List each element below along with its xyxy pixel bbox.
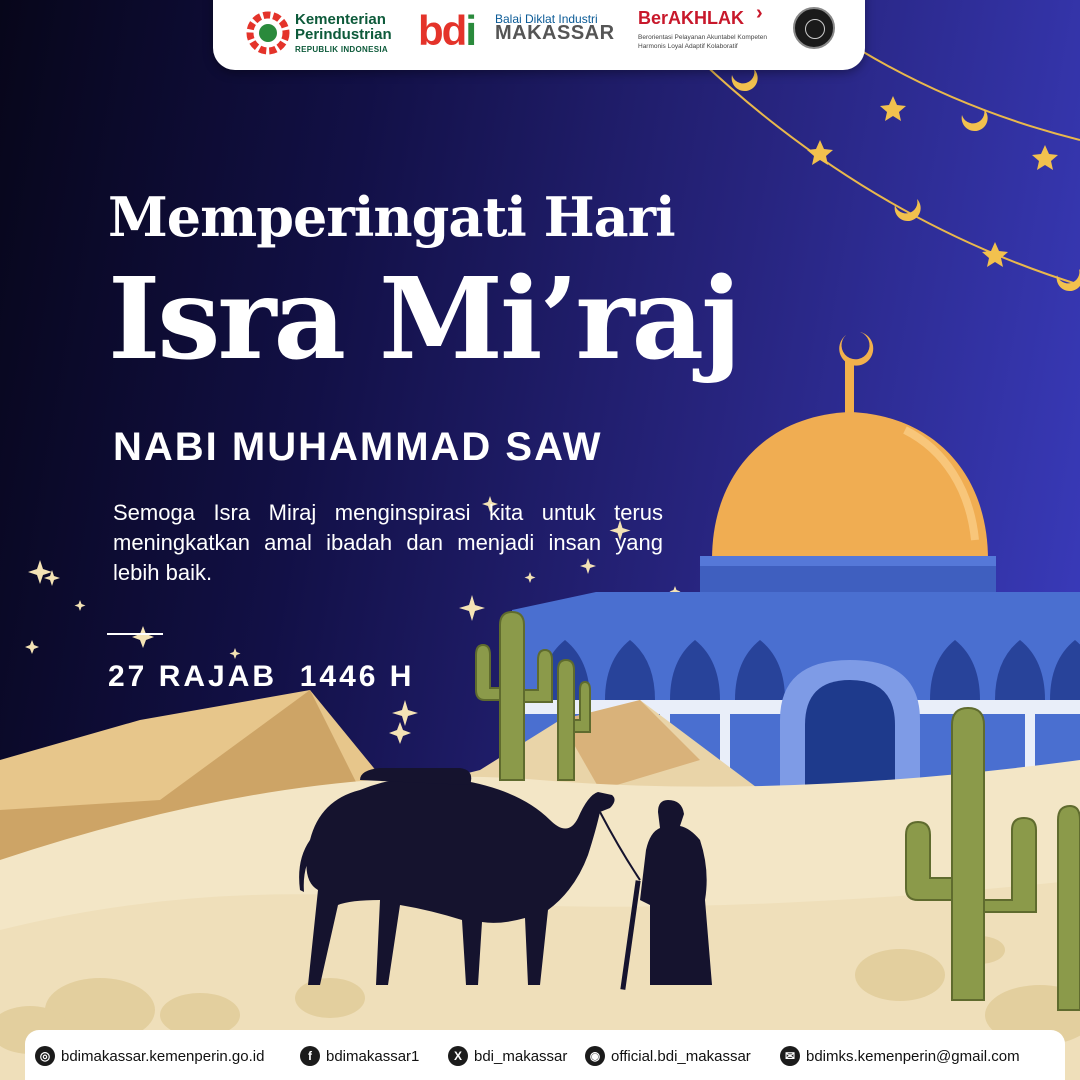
bdi-mark-d: d [441,7,466,54]
decorative-divider [107,633,163,635]
mosque-dome [712,412,988,560]
x-icon: X [448,1046,468,1066]
crescent-finial [839,332,873,366]
footer-instagram[interactable] [585,1045,751,1067]
facebook-icon: f [300,1046,320,1066]
greeting-message: Semoga Isra Miraj menginspirasi kita untuk terus meningkatkan amal ibadah dan menjadi insan yang lebih baik. [113,500,663,585]
bdi-logo-mark [418,7,475,54]
kemenperin-logo-text [295,12,392,57]
garland-string-bottom [700,60,1080,285]
logo-bar [213,0,865,70]
headline-subtitle: NABI MUHAMMAD SAW [113,425,603,469]
hijri-date: 27 RAJAB 1446 H [108,660,415,693]
bdi-logo-text [495,12,615,44]
kemenperin-logo-icon [245,10,291,56]
headline-line1: Memperingati Hari [108,185,675,249]
berakhlak-tagline: Berorientasi Pelayanan Akuntabel Kompeten Harmonis Loyal Adaptif Kolaboratif [638,34,768,50]
kemenperin-line1: Kementerian [295,11,386,28]
bdi-line2: MAKASSAR [495,22,615,44]
headline-title: Isra Mi’raj [108,254,739,385]
berakhlak-chevron-icon: › [756,2,763,24]
mail-icon: ✉ [780,1046,800,1066]
footer-website-text: bdimakassar.kemenperin.go.id [61,1047,265,1065]
footer-email-text: bdimks.kemenperin@gmail.com [806,1047,1020,1065]
agency-seal-icon [793,7,835,49]
bdi-line1: Balai Diklat Industri [495,12,598,26]
footer-instagram-text: official.bdi_makassar [611,1047,751,1065]
kemenperin-line2: Perindustrian [295,26,392,43]
bdi-mark-i: i [465,7,475,54]
footer-email[interactable] [780,1045,1020,1067]
garland-ornaments [732,69,1080,291]
kemenperin-line3: REPUBLIK INDONESIA [295,45,388,54]
globe-icon: ◎ [35,1046,55,1066]
footer-facebook[interactable] [300,1045,419,1067]
footer-website[interactable] [35,1045,264,1067]
footer-x-text: bdi_makassar [474,1047,568,1065]
bdi-mark-b: b [418,7,442,54]
instagram-icon: ◉ [585,1046,605,1066]
berakhlak-logo-title: BerAKHLAK [638,8,745,28]
contact-footer [25,1030,1065,1080]
footer-facebook-text: bdimakassar1 [326,1047,420,1065]
footer-x[interactable] [448,1045,567,1067]
